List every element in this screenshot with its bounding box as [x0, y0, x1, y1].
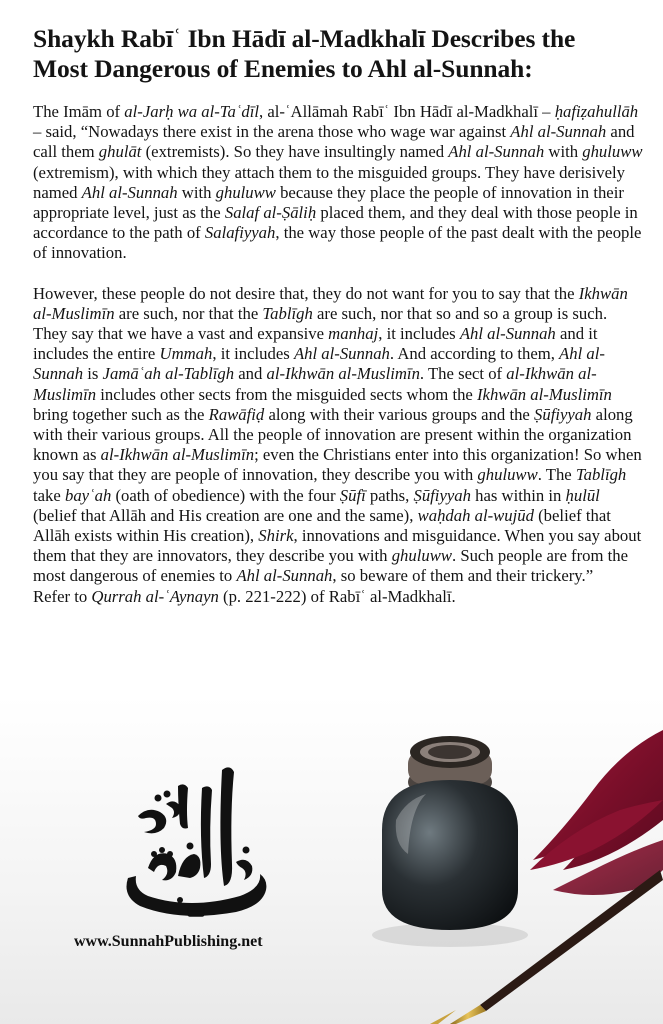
text-run: (belief that Allāh exists within His creation), — [33, 505, 611, 546]
italic-term: ghuluww — [582, 142, 643, 162]
italic-term: Ahl al-Sunnah — [81, 182, 178, 202]
website-url: www.SunnahPublishing.net — [74, 933, 263, 950]
page-title — [33, 24, 643, 84]
article-body — [33, 102, 645, 607]
text-run: and — [234, 364, 267, 384]
text-run: . The sect of — [419, 364, 507, 384]
italic-term: waḥdah al-wujūd — [417, 505, 534, 525]
text-run: is — [83, 364, 103, 384]
italic-term: manhaj — [328, 324, 379, 344]
text-run: along with their various groups and the — [264, 404, 535, 424]
italic-term: Ummah — [159, 344, 213, 364]
italic-term: Ṣūfī — [339, 485, 366, 505]
title-line-2: Most Dangerous of Enemies to Ahl al-Sunnah: — [33, 54, 533, 83]
italic-term: Ikhwān al-Muslimīn — [477, 384, 612, 404]
text-run: The Imām of — [33, 102, 125, 121]
text-run: ; even the Christians enter into this organization! So when you say that they are people of innovation, they describe you with — [33, 445, 642, 485]
text-run: along with their various groups. All the people of innovation are present within the organization known as — [33, 404, 633, 465]
text-run: (p. 221-222) of Rabīʿ al-Madkhalī. — [218, 586, 456, 606]
italic-term: Ahl al-Sunnah — [33, 344, 605, 384]
italic-term: Jamāʿah al-Tablīgh — [102, 364, 235, 384]
inkwell-and-quill-illustration — [360, 720, 663, 1024]
italic-term: Ṣūfiyyah — [413, 485, 471, 505]
text-run: placed them, and they deal with those people in accordance to the path of — [33, 203, 638, 243]
italic-term: Tablīgh — [262, 303, 313, 323]
text-run: includes other sects from the misguided sects whom the — [96, 384, 477, 404]
text-run: (extremists). So they have insultingly named — [141, 142, 449, 162]
text-run: bring together such as the — [33, 404, 209, 424]
italic-term: al-Ikhwān al-Muslimīn — [266, 364, 420, 384]
text-run: paths, — [365, 485, 414, 505]
italic-term: Ikhwān al-Muslimīn — [33, 283, 628, 323]
italic-term: Ahl al-Sunnah — [236, 566, 333, 586]
text-run: – said, “Nowadays there exist in the arena those who wage war against — [33, 122, 511, 142]
italic-term: al-Jarḥ wa al-Taʿdīl — [124, 102, 260, 121]
title-line-1: Shaykh Rabīʿ Ibn Hādī al-Madkhalī Describes the — [33, 24, 576, 53]
text-run: , the way those people of the past dealt with the people of innovation. — [33, 223, 642, 263]
italic-term: bayʿah — [64, 485, 112, 505]
italic-term: ḥulūl — [565, 485, 600, 505]
text-run: because they place the people of innovation in their appropriate level, just as the — [33, 182, 624, 223]
italic-term: al-Ikhwān al-Muslimīn — [33, 364, 597, 404]
text-run: However, these people do not desire that, they do not want for you to say that the — [33, 283, 579, 303]
text-run: with — [544, 142, 583, 162]
italic-term: Ṣūfiyyah — [534, 404, 592, 424]
italic-term: Ahl al-Sunnah — [293, 344, 390, 364]
text-run: and call them — [33, 122, 635, 162]
text-run: are such, nor that so and so a group is such. They say that we have a vast and expansive — [33, 303, 608, 344]
text-run: (oath of obedience) with the four — [111, 485, 340, 505]
sunnah-publishing-logo — [118, 758, 274, 928]
text-run: with — [177, 182, 216, 202]
text-run: , so beware of them and their trickery.” — [332, 566, 594, 586]
text-run: (extremism), with which they attach them to the misguided groups. They have derisively named — [33, 162, 625, 202]
italic-term: Salaf al-Ṣāliḥ — [224, 203, 317, 223]
text-run: . Such people are from the most dangerous of enemies to — [33, 546, 629, 586]
body-paragraph-1 — [33, 102, 645, 264]
text-run: , it includes — [212, 344, 294, 364]
italic-term: Tablīgh — [575, 465, 627, 485]
italic-term: Qurrah al-ʿAynayn — [91, 586, 219, 606]
italic-term: Shirk — [258, 526, 294, 546]
text-run: take — [33, 485, 65, 505]
text-run: has within in — [470, 485, 566, 505]
text-run: and it includes the entire — [33, 324, 598, 364]
body-paragraph-2 — [33, 284, 645, 607]
italic-term: Ahl al-Sunnah — [459, 324, 556, 344]
italic-term: Ahl al-Sunnah — [448, 142, 545, 162]
italic-term: ghuluww — [215, 182, 276, 202]
italic-term: Ahl al-Sunnah — [510, 122, 607, 142]
text-run: . The — [537, 465, 576, 485]
italic-term: Rawāfiḍ — [208, 404, 265, 424]
text-run: . And according to them, — [389, 344, 560, 364]
italic-term: ghuluww — [391, 546, 452, 566]
text-run: , al-ʿAllāmah Rabīʿ Ibn Hādī al-Madkhalī – — [259, 102, 555, 121]
italic-term: ḥafiẓahullāh — [554, 102, 639, 121]
text-run: are such, nor that the — [114, 303, 263, 323]
text-run: (belief that Allāh and His creation are one and the same), — [33, 505, 418, 525]
italic-term: al-Ikhwān al-Muslimīn — [100, 445, 255, 465]
text-run: , innovations and misguidance. When you say about them that they are innovators, they describe you with — [33, 526, 642, 566]
text-run: Refer to — [33, 586, 92, 606]
italic-term: ghuluww — [477, 465, 538, 485]
text-run: , it includes — [378, 324, 460, 344]
italic-term: Salafiyyah — [204, 223, 276, 243]
italic-term: ghulāt — [98, 142, 142, 162]
